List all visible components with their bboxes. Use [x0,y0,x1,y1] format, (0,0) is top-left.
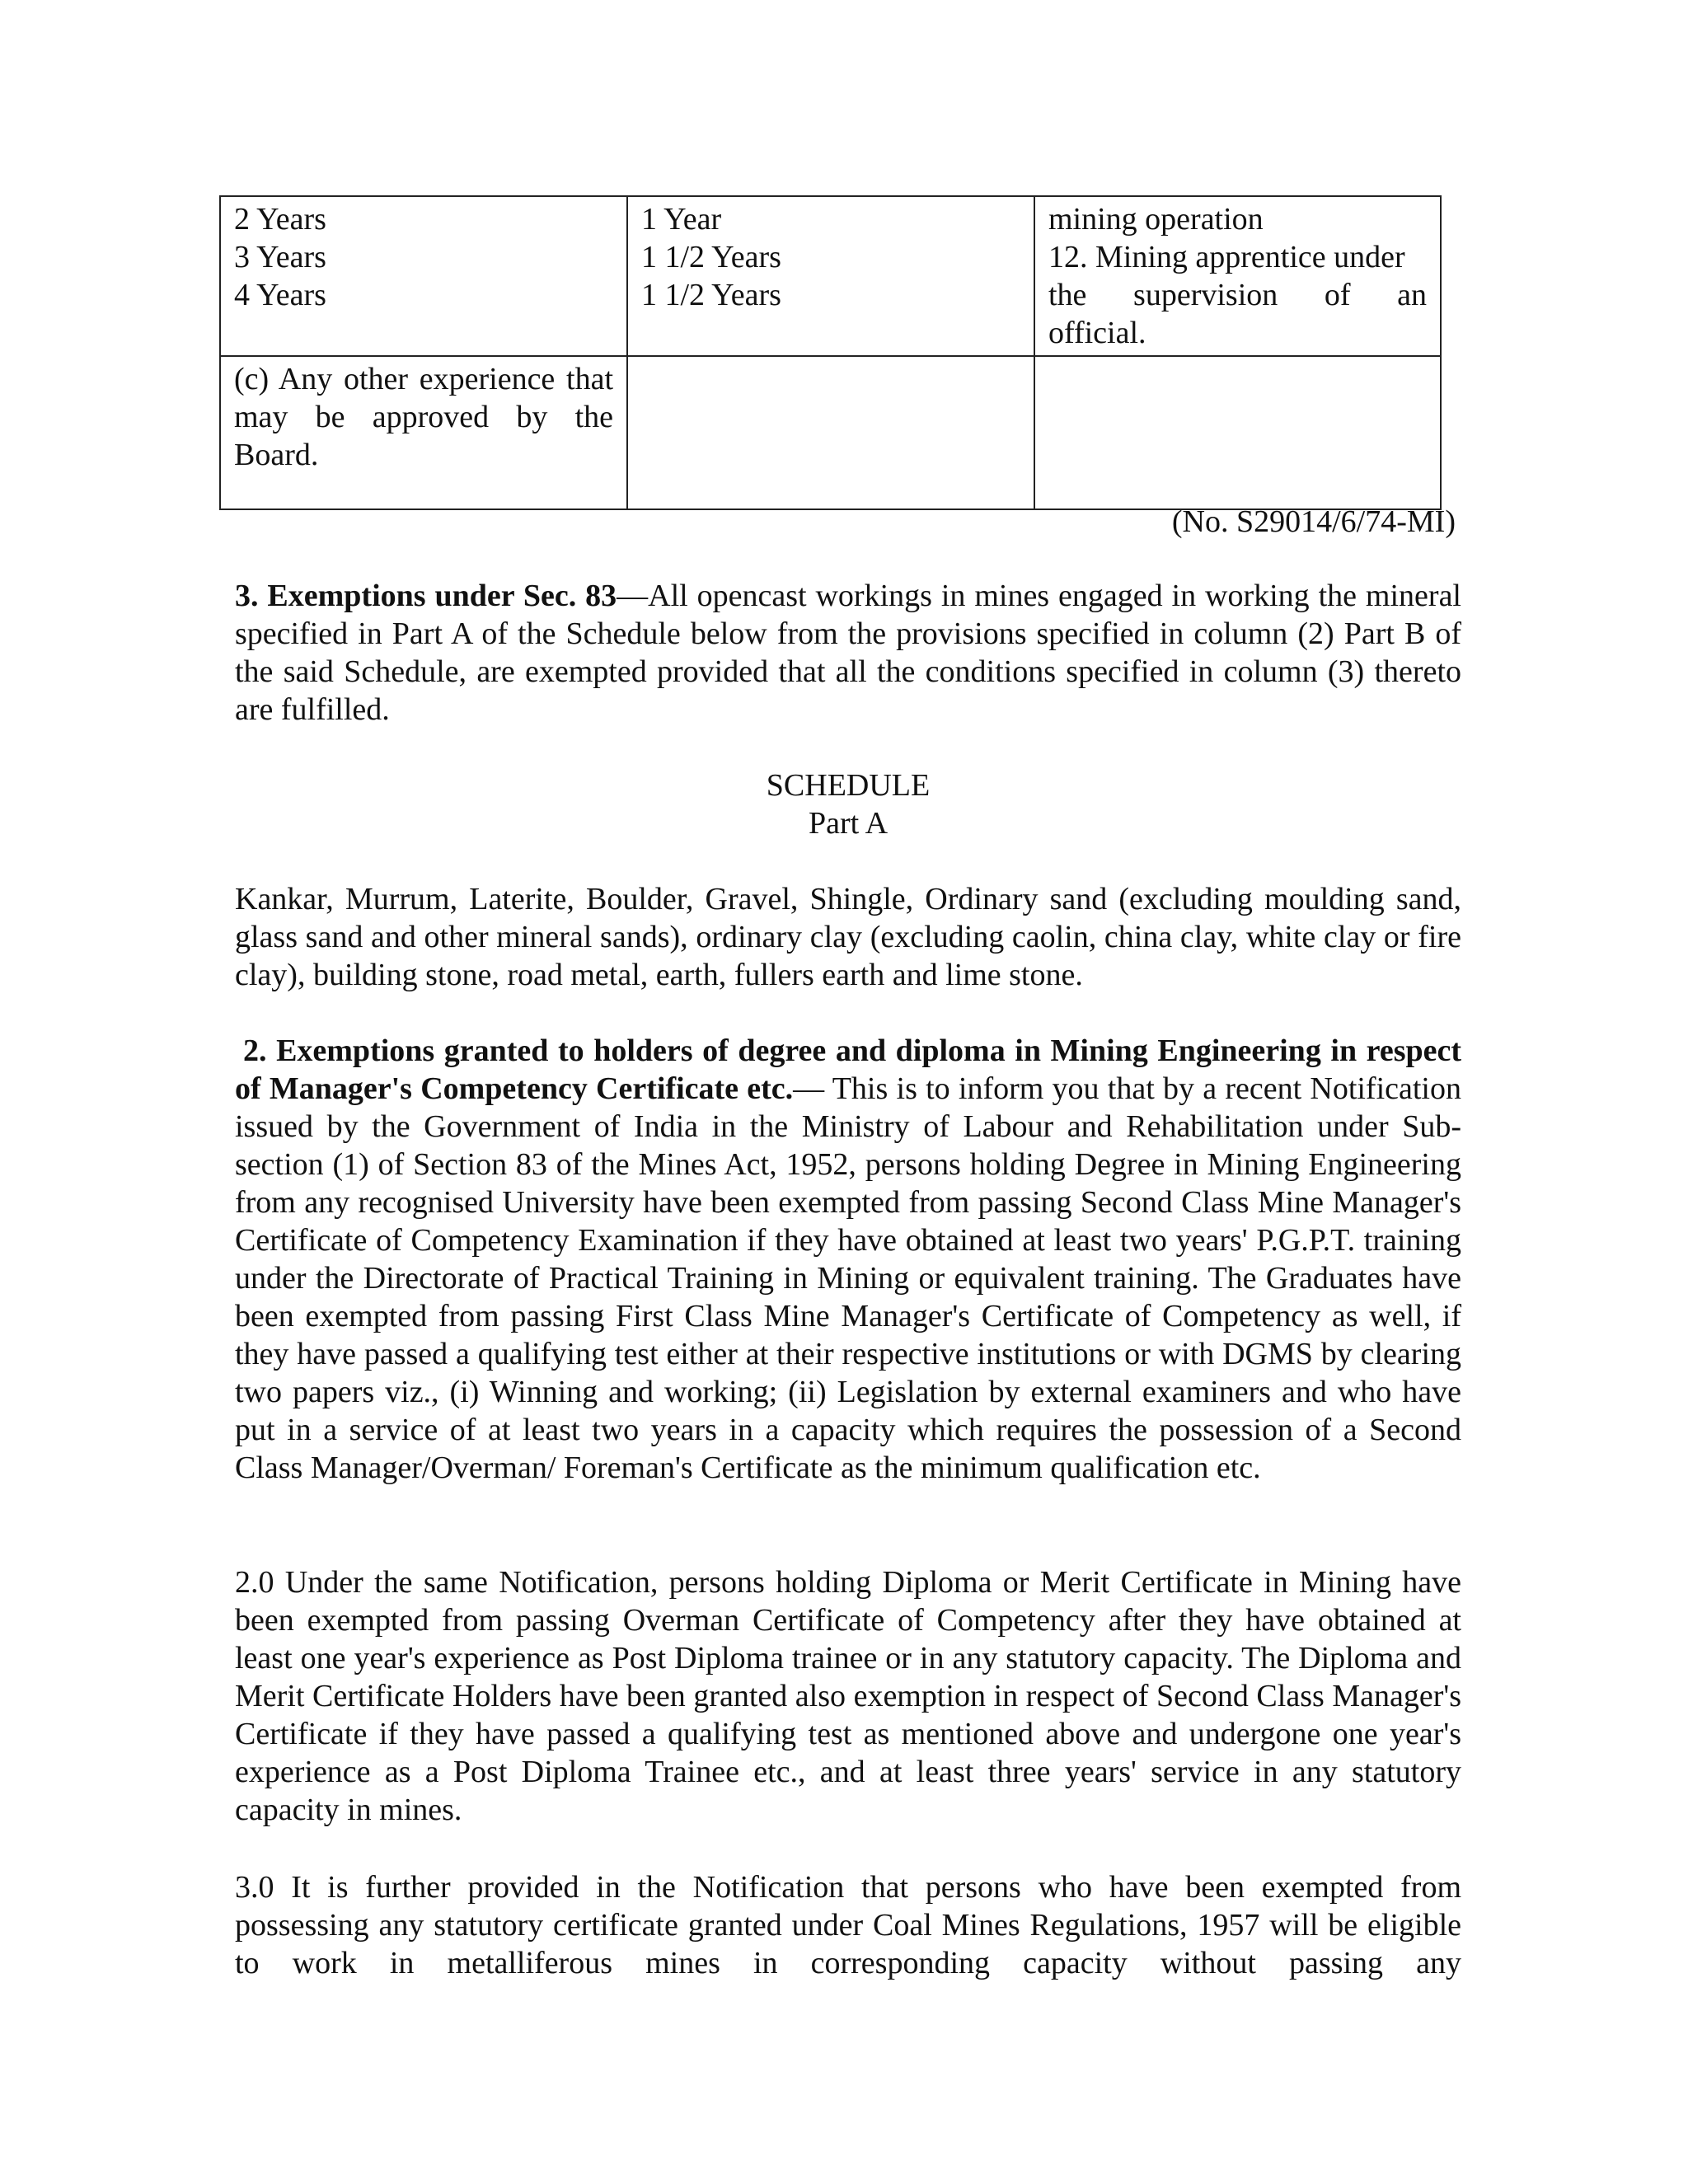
cell-line: 3 Years [234,240,326,274]
cell-line: the supervision of an [1048,278,1427,312]
paragraph-2-0 [235,1563,1461,1829]
table-cell-duration [627,196,1034,356]
cell-line: 4 Years [234,278,326,312]
table-row [220,196,1441,356]
section-paragraph [235,577,1461,729]
section-text: —All opencast workings in mines engaged in working the mineral specified in Part A of the Schedule below from the provisions specified in column (2) Part B of the said Schedule, are exempted provided that all the conditions specified in column (3) thereto are fulfilled. [235,579,1461,727]
section-3-exemptions [235,577,1461,729]
section-text: — This is to inform you that by a recent Notification issued by the Government of India in the Ministry of Labour and Rehabilitation under Sub-section (1) of Section 83 of the Mines Act, 1952, persons holding Degree in Mining Engineering from any recognised University have been exempted from passing Second Class Mine Manager's Certificate of Competency Examination if they have obtained at least two years' P.G.P.T. training under the Directorate of Practical Training in Mining or equivalent training. The Graduates have been exempted from passing First Class Mine Manager's Certificate of Competency as well, if they have passed a qualifying test either at their respective institutions or with DGMS by clearing two papers viz., (i) Winning and working; (ii) Legislation by external examiners and who have put in a service of at least two years in a capacity which requires the possession of a Second Class Manager/Overman/ Foreman's Certificate as the minimum qualification etc. [235,1071,1461,1485]
table-row [220,356,1441,509]
table-cell-description [1034,196,1441,356]
schedule-part: Part A [808,806,889,841]
table-cell-empty [627,356,1034,509]
cell-line: 2 Years [234,202,326,237]
cell-line: 1 1/2 Years [641,278,781,312]
schedule-minerals [235,880,1461,994]
table-cell-empty [1034,356,1441,509]
table-cell-years [220,196,627,356]
schedule-text: Kankar, Murrum, Laterite, Boulder, Gravel, Shingle, Ordinary sand (excluding moulding sand, glass sand and other mineral sands), ordinary clay (excluding caolin, china clay, white clay or fire clay), building stone, road metal, earth, fullers earth and lime stone. [235,882,1461,992]
cell-line: official. [1048,316,1146,350]
paragraph-text: 2.0 Under the same Notification, persons holding Diploma or Merit Certificate in Mining have been exempted from passing Overman Certificate of Competency after they have obtained at least one year's experience as Post Diploma trainee or in any statutory capacity. The Diploma and Merit Certificate Holders have been granted also exemption in respect of Second Class Manager's Certificate if they have passed a qualifying test as mentioned above and undergone one year's experience as a Post Diploma Trainee etc., and at least three years' service in any statutory capacity in mines. [235,1565,1461,1827]
cell-line: 1 Year [641,202,722,237]
table-cell-other-experience: (c) Any other experience that may be approved by the Board. [220,356,627,509]
section-heading: 3. Exemptions under Sec. 83 [235,579,617,613]
section-2-exemptions [235,1032,1461,1487]
experience-table [219,195,1442,510]
section-paragraph [235,1032,1461,1487]
schedule-heading [235,766,1461,842]
cell-line: 12. Mining apprentice under [1048,240,1405,274]
schedule-title: SCHEDULE [766,768,931,803]
paragraph-3-0 [235,1868,1461,1982]
paragraph-text: 3.0 It is further provided in the Notification that persons who have been exempted from possessing any statutory certificate granted under Coal Mines Regulations, 1957 will be eligible to work in metalliferous mines in corresponding capacity without passing any [235,1870,1461,1980]
cell-line: 1 1/2 Years [641,240,781,274]
notification-reference: (No. S29014/6/74-MI) [1171,504,1456,539]
cell-line: mining operation [1048,202,1264,237]
section-heading: 2. Exemptions granted to holders of degree and diploma in Mining Engineering in respect of Manager's Competency Certificate etc. [235,1033,1461,1106]
